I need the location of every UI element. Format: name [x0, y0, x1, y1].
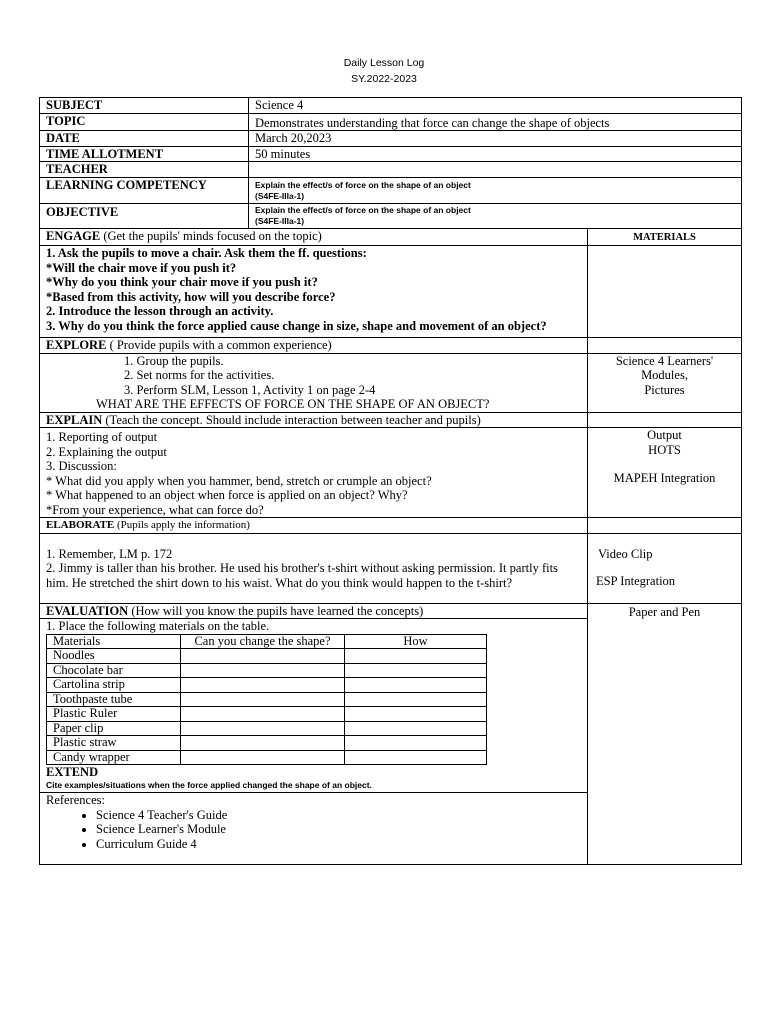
how-answer-cell[interactable]: [345, 663, 487, 678]
reference-item: • Curriculum Guide 4: [96, 837, 581, 852]
extend-text: Cite examples/situations when the force applied changed the shape of an object.: [46, 779, 372, 790]
material-name: Chocolate bar: [47, 663, 181, 678]
elaborate-material: ESP Integration: [596, 574, 676, 588]
objective-value: Explain the effect/s of force on the shape of an object: [255, 204, 471, 215]
explore-title: EXPLORE: [46, 338, 107, 352]
competency-row: [40, 177, 742, 203]
document-title: Daily Lesson Log: [343, 57, 425, 69]
engage-materials: [588, 246, 742, 338]
teacher-row: [40, 162, 742, 178]
references-cell: [40, 793, 588, 865]
topic-row: [40, 113, 742, 131]
date-row: [40, 131, 742, 147]
explore-line: 1. Group the pupils.: [124, 353, 224, 368]
elaborate-line: 2. Jimmy is taller than his brother. He used his brother's t-shirt without asking permission. It partly fits him. He stretched the shirt down to his waist. What do you think would happen to the t-shirt?: [46, 561, 558, 590]
material-name: Toothpaste tube: [47, 692, 181, 707]
explain-title: EXPLAIN: [46, 412, 103, 427]
table-row: [47, 721, 487, 736]
explain-materials: [588, 428, 742, 518]
engage-heading: [40, 228, 588, 246]
references-title: References:: [46, 793, 105, 807]
objective-code: (S4FE-IIIa-1): [255, 216, 305, 226]
how-answer-cell[interactable]: [345, 649, 487, 664]
explain-body: [40, 428, 588, 518]
evaluation-table-header: [47, 634, 487, 649]
explain-header-row: [40, 412, 742, 428]
explore-material: Science 4 Learners': [615, 353, 714, 368]
explain-heading: [40, 412, 588, 428]
evaluation-body: [40, 619, 588, 793]
material-name: Noodles: [47, 649, 181, 664]
shape-answer-cell[interactable]: [181, 678, 345, 693]
evaluation-title: EVALUATION: [46, 603, 129, 618]
engage-line: 2. Introduce the lesson through an activity.: [46, 304, 274, 318]
elaborate-materials: [588, 533, 742, 603]
elaborate-body: [40, 533, 588, 603]
objective-row: [40, 203, 742, 228]
material-name: Paper clip: [47, 721, 181, 736]
table-row: [47, 649, 487, 664]
explore-header-blank: [588, 338, 742, 354]
evaluation-header-row: [40, 603, 742, 619]
date-value: March 20,2023: [249, 131, 742, 147]
engage-body: [40, 246, 588, 338]
engage-line: 3. Why do you think the force applied cause change in size, shape and movement of an object?: [46, 318, 547, 333]
explore-heading: [40, 338, 588, 354]
shape-answer-cell[interactable]: [181, 750, 345, 765]
evaluation-desc: (How will you know the pupils have learned the concepts): [128, 603, 424, 618]
engage-line: *Why do you think your chair move if you push it?: [46, 275, 318, 289]
explain-line: 1. Reporting of output: [46, 430, 158, 444]
column-header: How: [345, 634, 487, 649]
competency-label: LEARNING COMPETENCY: [40, 177, 249, 203]
elaborate-material: Video Clip: [598, 546, 653, 561]
engage-line: *Will the chair move if you push it?: [46, 260, 237, 275]
engage-line: *Based from this activity, how will you describe force?: [46, 289, 336, 304]
competency-value: Explain the effect/s of force on the shape of an object: [255, 179, 471, 190]
explore-materials: [588, 353, 742, 412]
topic-value: Demonstrates understanding that force can change the shape of objects: [249, 113, 742, 131]
elaborate-header-blank: [588, 518, 742, 534]
engage-title: ENGAGE: [46, 228, 101, 243]
date-label: DATE: [40, 131, 249, 147]
explore-body-row: [40, 353, 742, 412]
evaluation-heading: [40, 603, 588, 619]
time-row: [40, 146, 742, 162]
explore-material: Modules,: [641, 368, 688, 382]
column-header: Can you change the shape?: [181, 634, 345, 649]
engage-desc: (Get the pupils' minds focused on the topic): [100, 228, 322, 243]
evaluation-materials: Paper and Pen: [588, 603, 742, 865]
elaborate-desc: (Pupils apply the information): [114, 519, 250, 531]
document-header: [0, 55, 768, 87]
time-label: TIME ALLOTMENT: [40, 146, 249, 162]
explain-line: 2. Explaining the output: [46, 444, 167, 459]
table-row: [47, 750, 487, 765]
elaborate-heading: [40, 518, 588, 534]
explore-body: [40, 353, 588, 412]
shape-answer-cell[interactable]: [181, 721, 345, 736]
how-answer-cell[interactable]: [345, 692, 487, 707]
explain-line: *From your experience, what can force do?: [46, 502, 264, 517]
competency-code: (S4FE-IIIa-1): [255, 191, 305, 201]
subject-label: SUBJECT: [40, 98, 249, 114]
elaborate-body-row: [40, 533, 742, 603]
explain-line: * What did you apply when you hammer, bend, stretch or crumple an object?: [46, 473, 432, 488]
explain-body-row: [40, 428, 742, 518]
teacher-value: [249, 162, 742, 178]
material-name: Plastic Ruler: [47, 707, 181, 722]
subject-value: Science 4: [249, 98, 742, 114]
explain-line: 3. Discussion:: [46, 459, 117, 473]
material-name: Cartolina strip: [47, 678, 181, 693]
reference-item: • Science 4 Teacher's Guide: [96, 808, 581, 823]
lesson-log-table: [39, 97, 742, 865]
topic-label: TOPIC: [40, 113, 249, 131]
evaluation-instruction: 1. Place the following materials on the table.: [46, 619, 270, 633]
table-row: [47, 663, 487, 678]
table-row: [47, 678, 487, 693]
explore-desc: ( Provide pupils with a common experience): [106, 338, 332, 352]
elaborate-line: 1. Remember, LM p. 172: [46, 546, 173, 561]
extend-title: EXTEND: [46, 765, 99, 779]
explore-line: WHAT ARE THE EFFECTS OF FORCE ON THE SHAPE OF AN OBJECT?: [96, 397, 490, 411]
explain-line: * What happened to an object when force is applied on an object? Why?: [46, 488, 408, 502]
column-header: Materials: [47, 634, 181, 649]
objective-label: OBJECTIVE: [40, 203, 249, 228]
shape-answer-cell[interactable]: [181, 736, 345, 751]
engage-body-row: [40, 246, 742, 338]
explore-material: Pictures: [644, 382, 685, 397]
shape-answer-cell[interactable]: [181, 649, 345, 664]
shape-answer-cell[interactable]: [181, 692, 345, 707]
competency-cell: [249, 177, 742, 203]
elaborate-header-row: [40, 518, 742, 534]
how-answer-cell[interactable]: [345, 707, 487, 722]
objective-cell: [249, 203, 742, 228]
explain-desc: (Teach the concept. Should include interaction between teacher and pupils): [102, 412, 481, 427]
explain-material: MAPEH Integration: [613, 471, 716, 485]
engage-header-row: [40, 228, 742, 246]
explain-material: HOTS: [648, 442, 681, 457]
how-answer-cell[interactable]: [345, 750, 487, 765]
materials-header: MATERIALS: [588, 228, 742, 246]
explore-line: 3. Perform SLM, Lesson 1, Activity 1 on page 2-4: [124, 382, 376, 397]
table-row: [47, 707, 487, 722]
material-name: Plastic straw: [47, 736, 181, 751]
explain-material: Output: [647, 428, 682, 442]
table-row: [47, 692, 487, 707]
material-name: Candy wrapper: [47, 750, 181, 765]
explore-header-row: [40, 338, 742, 354]
time-value: 50 minutes: [249, 146, 742, 162]
how-answer-cell[interactable]: [345, 678, 487, 693]
subject-row: [40, 98, 742, 114]
elaborate-title: ELABORATE: [46, 519, 115, 531]
explore-line: 2. Set norms for the activities.: [124, 368, 275, 382]
shape-answer-cell[interactable]: [181, 707, 345, 722]
teacher-label: TEACHER: [40, 162, 249, 178]
how-answer-cell[interactable]: [345, 736, 487, 751]
table-row: [47, 736, 487, 751]
evaluation-table: [46, 634, 487, 766]
explain-header-blank: [588, 412, 742, 428]
references-list: [46, 808, 581, 852]
shape-answer-cell[interactable]: [181, 663, 345, 678]
school-year: SY.2022-2023: [351, 73, 417, 85]
engage-line: 1. Ask the pupils to move a chair. Ask them the ff. questions:: [46, 246, 367, 260]
reference-item: • Science Learner's Module: [96, 822, 581, 837]
how-answer-cell[interactable]: [345, 721, 487, 736]
